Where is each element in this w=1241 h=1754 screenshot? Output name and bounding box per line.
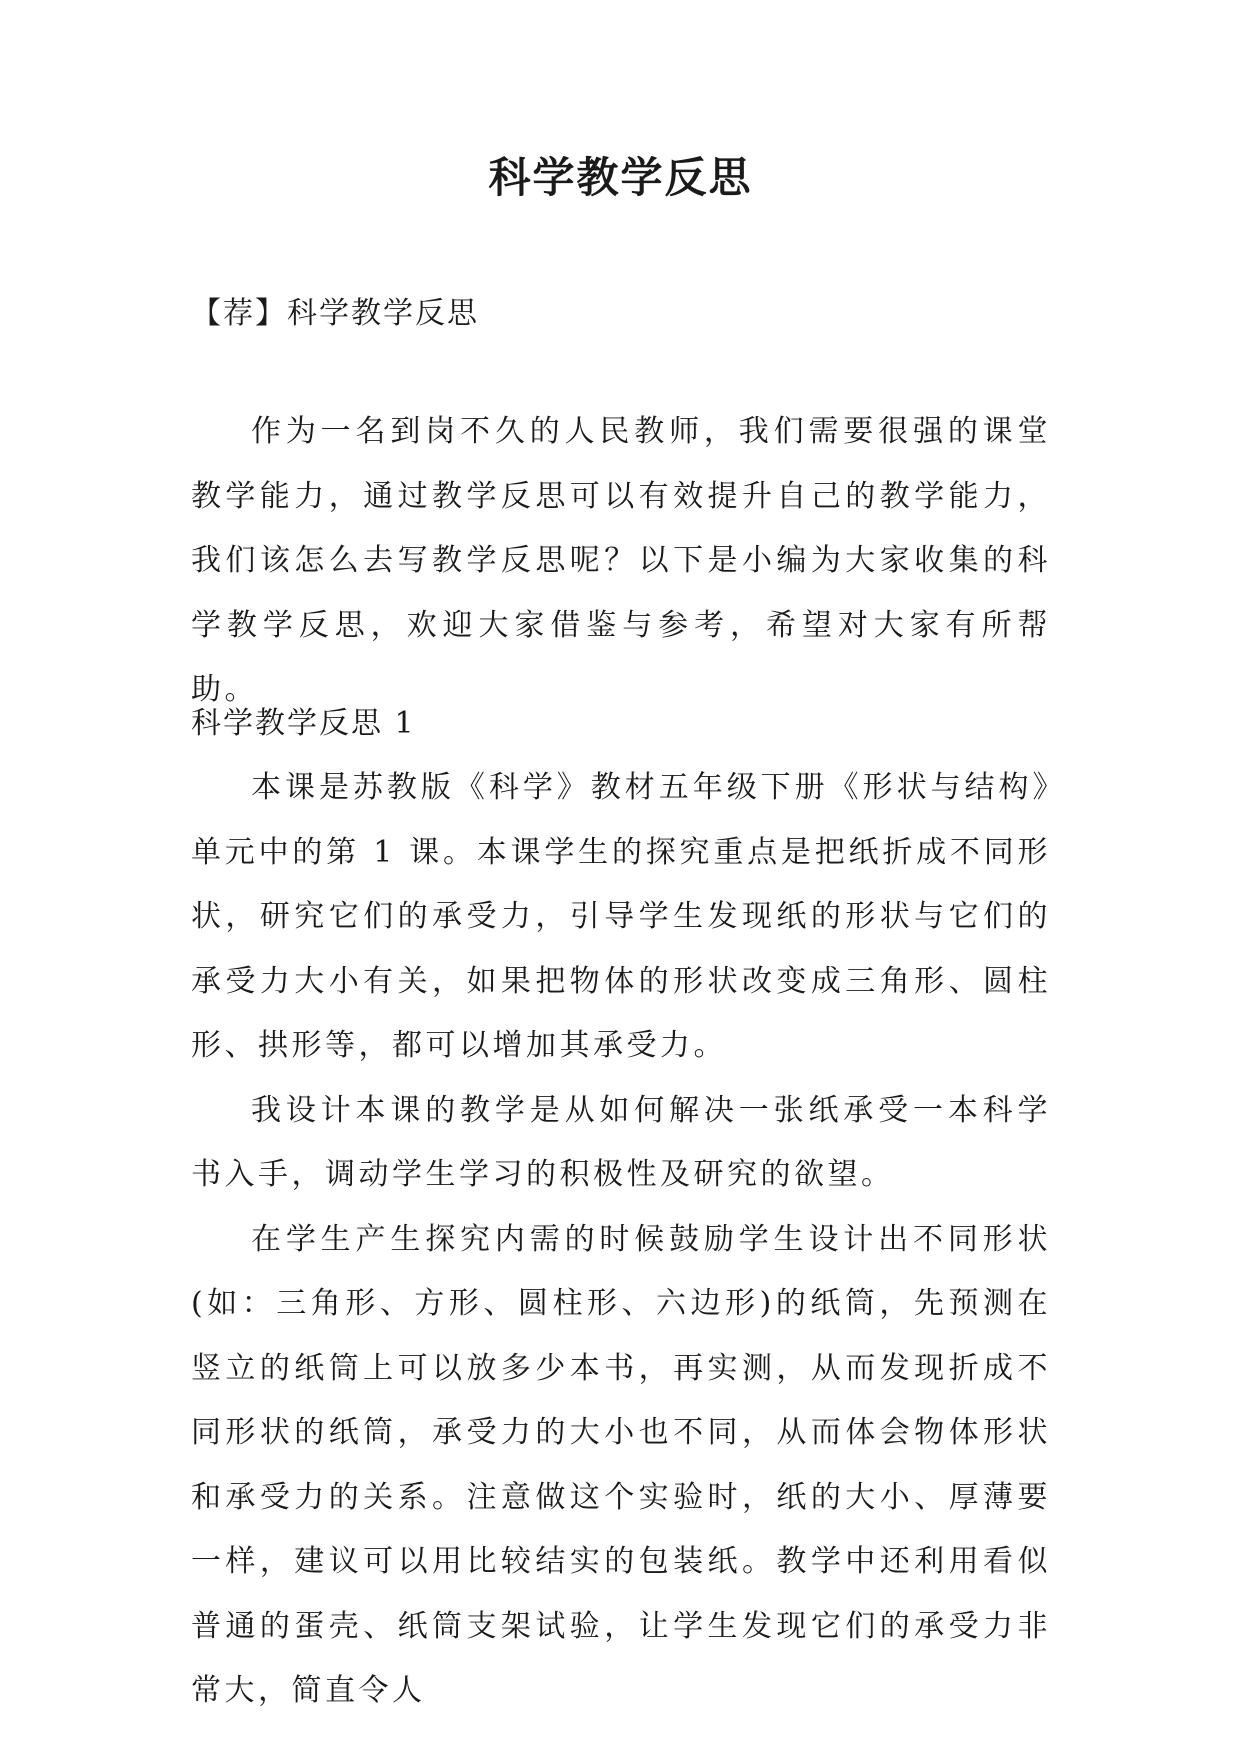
body-paragraph-2: 我设计本课的教学是从如何解决一张纸承受一本科学书入手，调动学生学习的积极性及研究的欲望。 — [191, 1092, 1051, 1192]
intro-block — [191, 400, 1051, 723]
section-body — [191, 756, 1051, 1724]
intro-paragraph: 作为一名到岗不久的人民教师，我们需要很强的课堂教学能力，通过教学反思可以有效提升自己的教学能力，我们该怎么去写教学反思呢？以下是小编为大家收集的科学教学反思，欢迎大家借鉴与参考，希望对大家有所帮助。 — [191, 414, 1051, 707]
body-paragraph-3: 在学生产生探究内需的时候鼓励学生设计出不同形状(如：三角形、方形、圆柱形、六边形)的纸筒，先预测在竖立的纸筒上可以放多少本书，再实测，从而发现折成不同形状的纸筒，承受力的大小也不同，从而体会物体形状和承受力的关系。注意做这个实验时，纸的大小、厚薄要一样，建议可以用比较结实的包装纸。教学中还利用看似普通的蛋壳、纸筒支架试验，让学生发现它们的承受力非常大，简直令人 — [191, 1221, 1051, 1708]
page-title: 科学教学反思 — [488, 153, 753, 202]
section-heading: 科学教学反思 1 — [191, 706, 416, 741]
recommended-subtitle: 【荐】科学教学反思 — [191, 296, 479, 331]
body-paragraph-1: 本课是苏教版《科学》教材五年级下册《形状与结构》单元中的第 1 课。本课学生的探究重点是把纸折成不同形状，研究它们的承受力，引导学生发现纸的形状与它们的承受力大小有关，如果把物体的形状改变成三角形、圆柱形、拱形等，都可以增加其承受力。 — [191, 770, 1051, 1063]
